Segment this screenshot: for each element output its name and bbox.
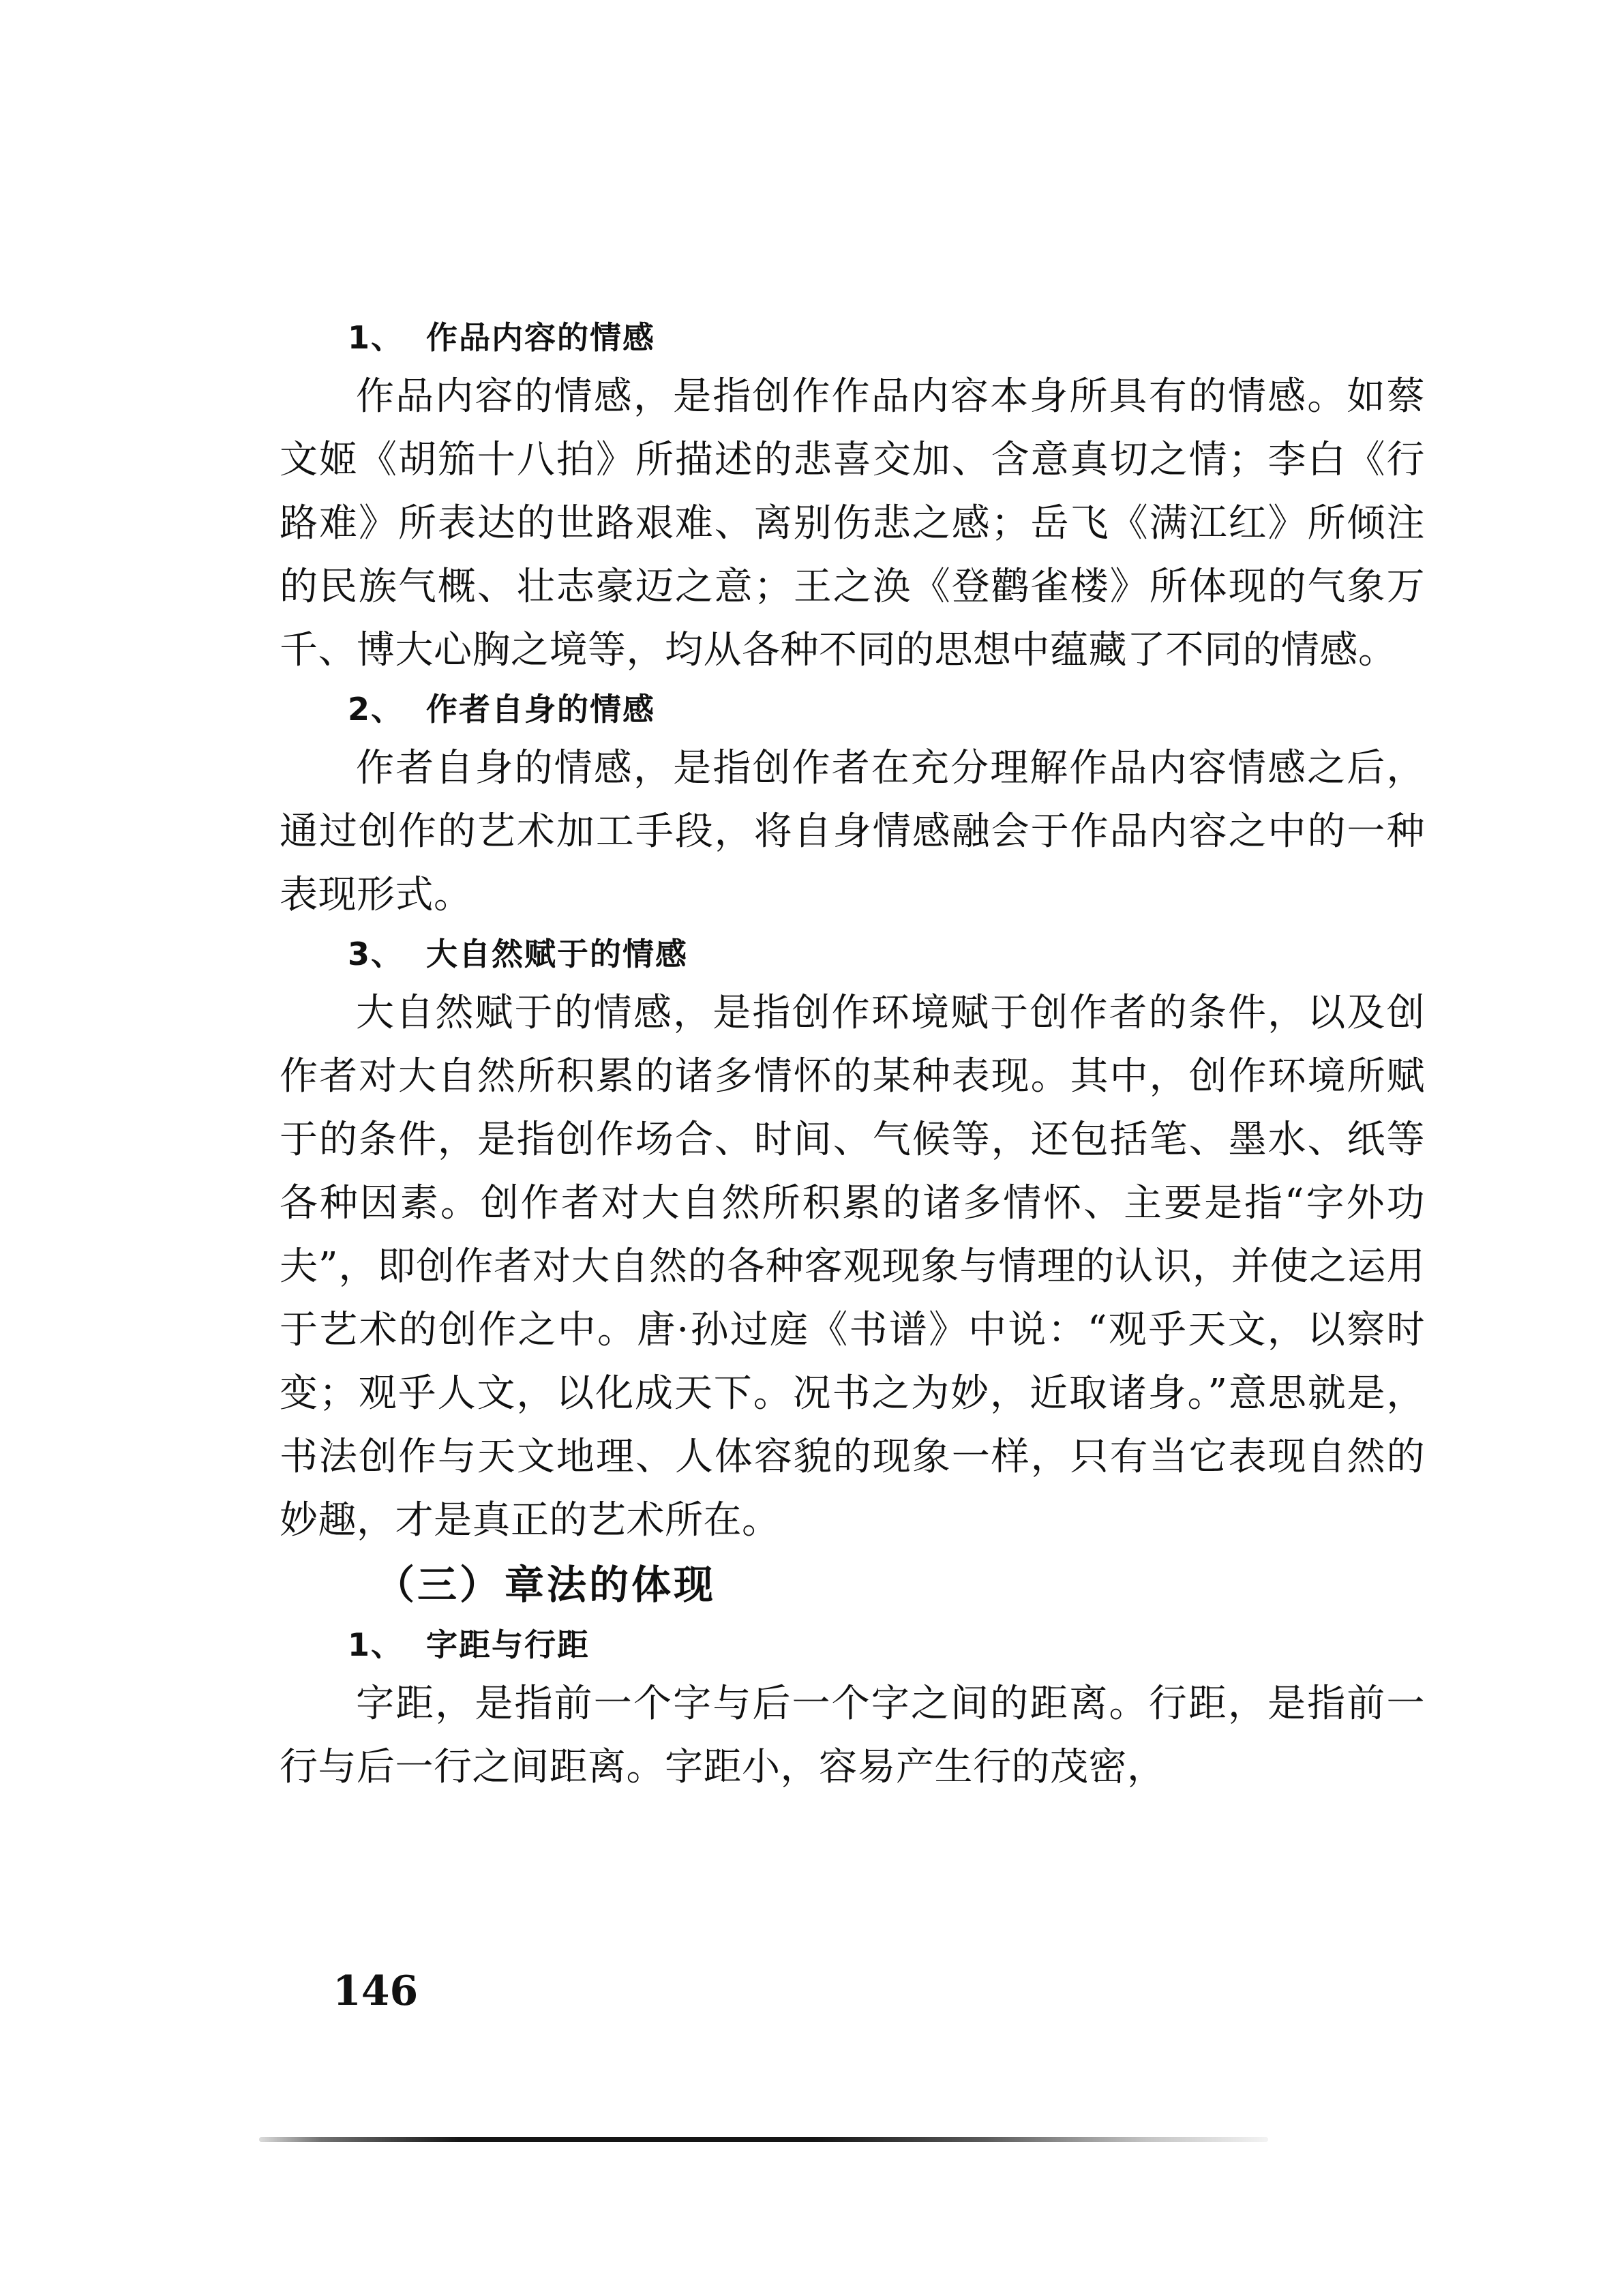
section-title: 章法的体现	[505, 1562, 717, 1608]
section-number: （三）	[375, 1562, 502, 1608]
page-content	[280, 310, 1425, 1799]
section-heading-composition	[280, 1552, 1425, 1617]
subheading-spacing	[280, 1617, 1425, 1672]
paragraph-nature-emotion: 大自然赋于的情感，是指创作环境赋于创作者的条件，以及创作者对大自然所积累的诸多情怀的某种表现。其中，创作环境所赋于的条件，是指创作场合、时间、气候等，还包括笔、墨水、纸等各种因素。创作者对大自然所积累的诸多情怀、主要是指“字外功夫”，即创作者对大自然的各种客观现象与情理的认识，并使之运用于艺术的创作之中。唐·孙过庭《书谱》中说：“观乎天文，以察时变；观乎人文，以化成天下。况书之为妙，近取诸身。”意思就是，书法创作与天文地理、人体容貌的现象一样，只有当它表现自然的妙趣，才是真正的艺术所在。	[280, 991, 1425, 1542]
paragraph-spacing: 字距，是指前一个字与后一个字之间的距离。行距，是指前一行与后一行之间距离。字距小，容易产生行的茂密，	[280, 1682, 1425, 1789]
subheading-title: 字距与行距	[426, 1626, 590, 1663]
subheading-title: 作者自身的情感	[426, 691, 655, 728]
subheading-title: 大自然赋于的情感	[426, 936, 688, 972]
subheading-number: 2、	[348, 691, 404, 728]
subheading-title: 作品内容的情感	[426, 319, 655, 356]
subheading-number: 1、	[348, 1626, 404, 1663]
bottom-scan-rule	[259, 2137, 1268, 2142]
paragraph-author-emotion: 作者自身的情感，是指创作者在充分理解作品内容情感之后，通过创作的艺术加工手段，将自身情感融会于作品内容之中的一种表现形式。	[280, 746, 1425, 917]
subheading-work-content-emotion	[280, 310, 1425, 365]
subheading-number: 1、	[348, 319, 404, 356]
page-number: 146	[333, 1967, 419, 2015]
paragraph-work-content-emotion: 作品内容的情感，是指创作作品内容本身所具有的情感。如蔡文姬《胡笳十八拍》所描述的悲喜交加、含意真切之情；李白《行路难》所表达的世路艰难、离别伤悲之感；岳飞《满江红》所倾注的民族气概、壮志豪迈之意；王之涣《登鹳雀楼》所体现的气象万千、博大心胸之境等，均从各种不同的思想中蕴藏了不同的情感。	[280, 374, 1425, 672]
subheading-number: 3、	[348, 936, 404, 972]
subheading-author-emotion	[280, 682, 1425, 736]
subheading-nature-emotion	[280, 927, 1425, 981]
